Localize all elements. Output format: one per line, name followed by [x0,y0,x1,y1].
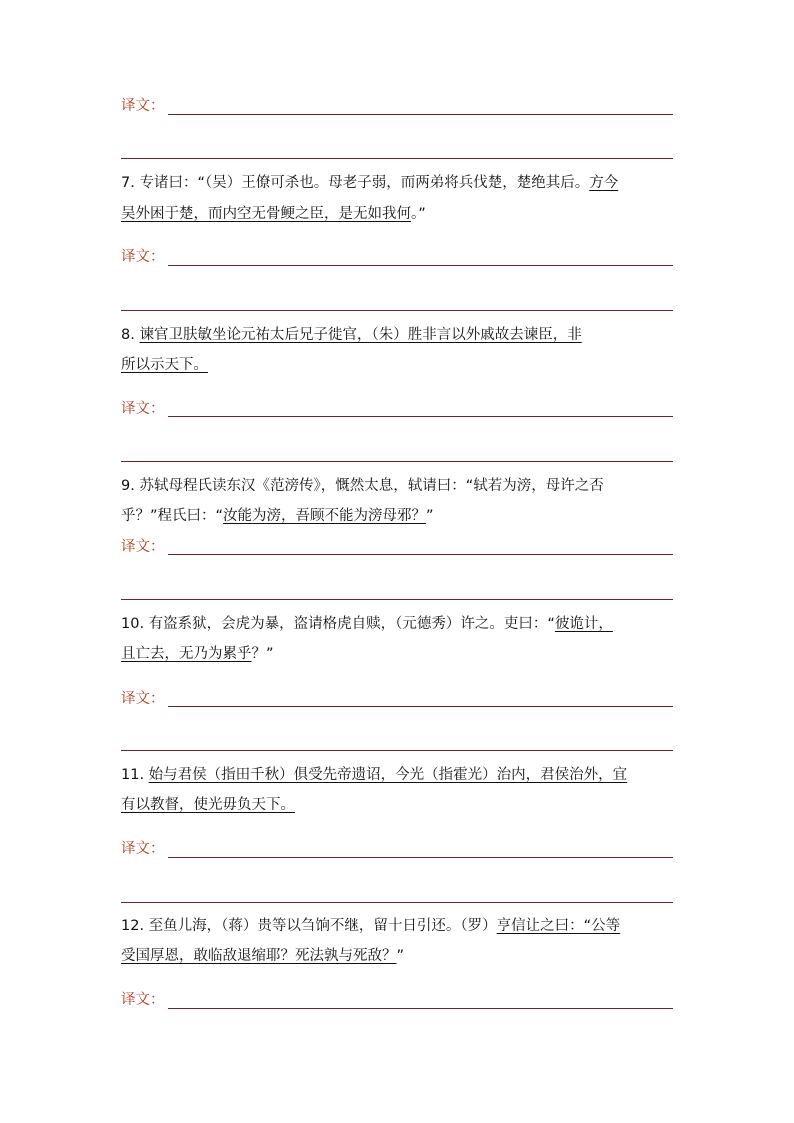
question-8: 8. 谏官卫肤敏坐论元祐太后兄子徙官，（朱）胜非言以外戚故去谏臣，非 [121,327,582,343]
answer-line[interactable] [121,599,673,600]
translation-label: 译文： [121,539,165,555]
answer-line[interactable] [168,857,673,858]
question-9-line2: 乎？”程氏曰：“汝能为滂，吾顾不能为滂母邪？” [121,508,434,524]
question-11-line2: 有以教督，使光毋负天下。 [121,797,295,813]
answer-line[interactable] [168,554,673,555]
translation-label: 译文： [121,691,165,707]
answer-line[interactable] [121,310,673,311]
translation-label: 译文： [121,249,165,265]
answer-line[interactable] [168,265,673,266]
question-10-line2: 且亡去，无乃为累乎？” [121,646,274,662]
translation-label: 译文： [121,841,165,857]
answer-line[interactable] [168,1008,673,1009]
question-9: 9. 苏轼母程氏读东汉《范滂传》，慨然太息，轼请曰：“轼若为滂，母许之否 [121,478,604,494]
question-11: 11. 始与君侯（指田千秋）俱受先帝遗诏，今光（指霍光）治内，君侯治外，宜 [121,767,628,783]
question-12: 12. 至鱼儿海，（蒋）贵等以刍饷不继，留十日引还。（罗）亨信让之曰：“公等 [121,918,621,934]
question-10: 10. 有盗系狱，会虎为暴，盗请格虎自赎，（元德秀）许之。吏曰：“彼诡计， [121,616,613,632]
question-7-line2: 吴外困于楚，而内空无骨鲠之臣，是无如我何。” [121,206,426,222]
answer-line[interactable] [168,416,673,417]
question-7: 7. 专诸曰：“（吴）王僚可杀也。母老子弱，而两弟将兵伐楚，楚绝其后。方今 [121,175,619,191]
answer-line[interactable] [168,706,673,707]
answer-line[interactable] [168,114,673,115]
translation-label: 译文： [121,992,165,1008]
answer-line[interactable] [121,158,673,159]
answer-line[interactable] [121,461,673,462]
translation-label: 译文： [121,98,165,114]
translation-label: 译文： [121,401,165,417]
question-8-line2: 所以示天下。 [121,357,208,373]
answer-line[interactable] [121,750,673,751]
answer-line[interactable] [121,902,673,903]
question-12-line2: 受国厚恩，敢临敌退缩耶？死法孰与死敌？” [121,948,405,964]
